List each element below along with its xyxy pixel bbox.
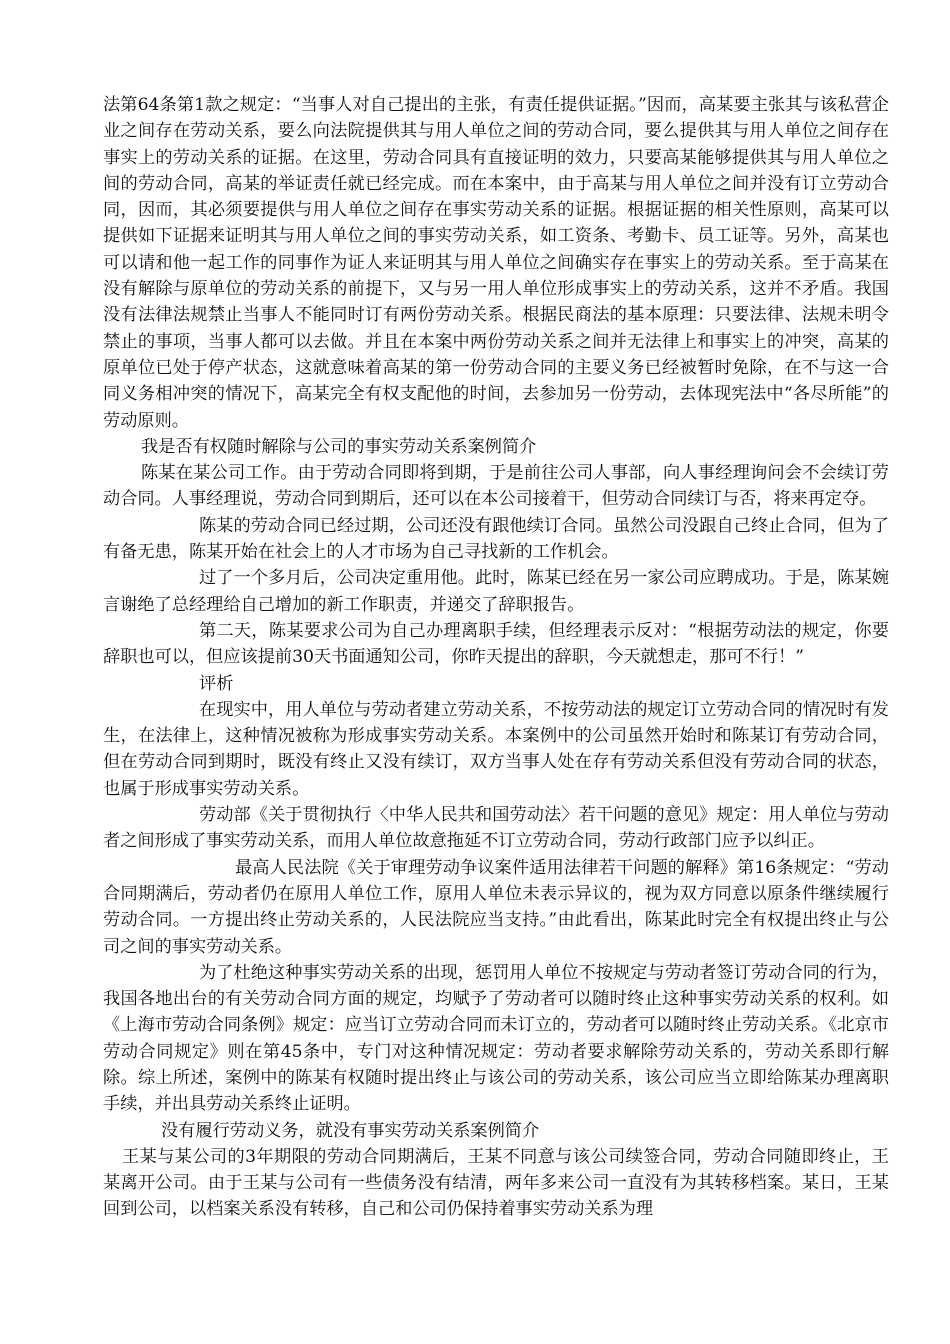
- document-page: [103, 92, 889, 1223]
- case-heading-chen: 我是否有权随时解除与公司的事实劳动关系案例简介: [141, 436, 537, 457]
- paragraph-ministry-opinion: 劳动部《关于贯彻执行〈中华人民共和国劳动法〉若干问题的意见》规定：用人单位与劳动者之间形成了事实劳动关系，而用人单位故意拖延不订立劳动合同，劳动行政部门应予以纠正。: [103, 805, 889, 852]
- paragraph-new-job: 过了一个多月后，公司决定重用他。此时，陈某已经在另一家公司应聘成功。于是，陈某婉言谢绝了总经理给自己增加的新工作职责，并递交了辞职报告。: [103, 568, 889, 615]
- paragraph-analysis-fact: 在现实中，用人单位与劳动者建立劳动关系，不按劳动法的规定订立劳动合同的情况时有发生，在法律上，这种情况被称为形成事实劳动关系。本案例中的公司虽然开始时和陈某订有劳动合同，但在劳动合同到期时，既没有终止又没有续订，双方当事人处在存有劳动关系但没有劳动合同的状态，也属于形成事实劳动关系。: [103, 699, 889, 799]
- analysis-heading: 评析: [199, 673, 234, 694]
- paragraph-case-intro: 陈某在某公司工作。由于劳动合同即将到期，于是前往公司人事部，向人事经理询问会不会续订劳动合同。人事经理说，劳动合同到期后，还可以在本公司接着干，但劳动合同续订与否，将来再定夺。: [103, 463, 889, 510]
- paragraph-evidence-analysis: 法第64条第1款之规定：“当事人对自己提出的主张，有责任提供证据。”因而，高某要主张其与该私营企业之间存在劳动关系，要么向法院提供其与用人单位之间的劳动合同，要么提供其与用人单位之间存在事实上的劳动关系的证据。在这里，劳动合同具有直接证明的效力，只要高某能够提供其与用人单位之间的劳动合同，高某的举证责任就已经完成。而在本案中，由于高某与用人单位之间并没有订立劳动合同，因而，其必须要提供与用人单位之间存在事实劳动关系的证据。根据证据的相关性原则，高某可以提供如下证据来证明其与用人单位之间的事实劳动关系，如工资条、考勤卡、员工证等。另外，高某也可以请和他一起工作的同事作为证人来证明其与用人单位之间确实存在事实上的劳动关系。至于高某在没有解除与原单位的劳动关系的前提下，又与另一用人单位形成事实上的劳动关系，这并不矛盾。我国没有法律法规禁止当事人不能同时订有两份劳动关系。根据民商法的基本原理：只要法律、法规未明令禁止的事项，当事人都可以去做。并且在本案中两份劳动关系之间并无法律上和事实上的冲突，高某的原单位已处于停产状态，这就意味着高某的第一份劳动合同的主要义务已经被暂时免除，在不与这一合同义务相冲突的情况下，高某完全有权支配他的时间，去参加另一份劳动，去体现宪法中“各尽所能”的劳动原则。: [103, 95, 889, 431]
- paragraph-manager-objection: 第二天，陈某要求公司为自己办理离职手续，但经理表示反对：“根据劳动法的规定，你要辞职也可以，但应该提前30天书面通知公司，你昨天提出的辞职，今天就想走，那可不行！”: [103, 620, 889, 668]
- paragraph-wang-case: 王某与某公司的3年期限的劳动合同期满后，王某不同意与该公司续签合同，劳动合同随即终止，王某离开公司。由于王某与公司有一些债务没有结清，两年多来公司一直没有为其转移档案。某日，王某回到公司，以档案关系没有转移，自己和公司仍保持着事实劳动关系为理: [103, 1146, 889, 1220]
- paragraph-supreme-court: 最高人民法院《关于审理劳动争议案件适用法律若干问题的解释》第16条规定：“劳动合同期满后，劳动者仍在原用人单位工作，原用人单位未表示异议的，视为双方同意以原条件继续履行劳动合同。一方提出终止劳动关系的，人民法院应当支持。”由此看出，陈某此时完全有权提出终止与公司之间的事实劳动关系。: [103, 857, 889, 957]
- paragraph-local-rules: 为了杜绝这种事实劳动关系的出现，惩罚用人单位不按规定与劳动者签订劳动合同的行为，我国各地出台的有关劳动合同方面的规定，均赋予了劳动者可以随时终止这种事实劳动关系的权利。如《上海市劳动合同条例》规定：应当订立劳动合同而未订立的，劳动者可以随时终止劳动关系。《北京市劳动合同规定》则在第45条中，专门对这种情况规定：劳动者要求解除劳动关系的，劳动关系即行解除。综上所述，案例中的陈某有权随时提出终止与该公司的劳动关系，该公司应当立即给陈某办理离职手续，并出具劳动关系终止证明。: [103, 962, 889, 1115]
- paragraph-contract-expired: 陈某的劳动合同已经过期，公司还没有跟他续订合同。虽然公司没跟自己终止合同，但为了有备无患，陈某开始在社会上的人才市场为自己寻找新的工作机会。: [103, 515, 889, 563]
- case-heading-wang: 没有履行劳动义务，就没有事实劳动关系案例简介: [161, 1120, 540, 1141]
